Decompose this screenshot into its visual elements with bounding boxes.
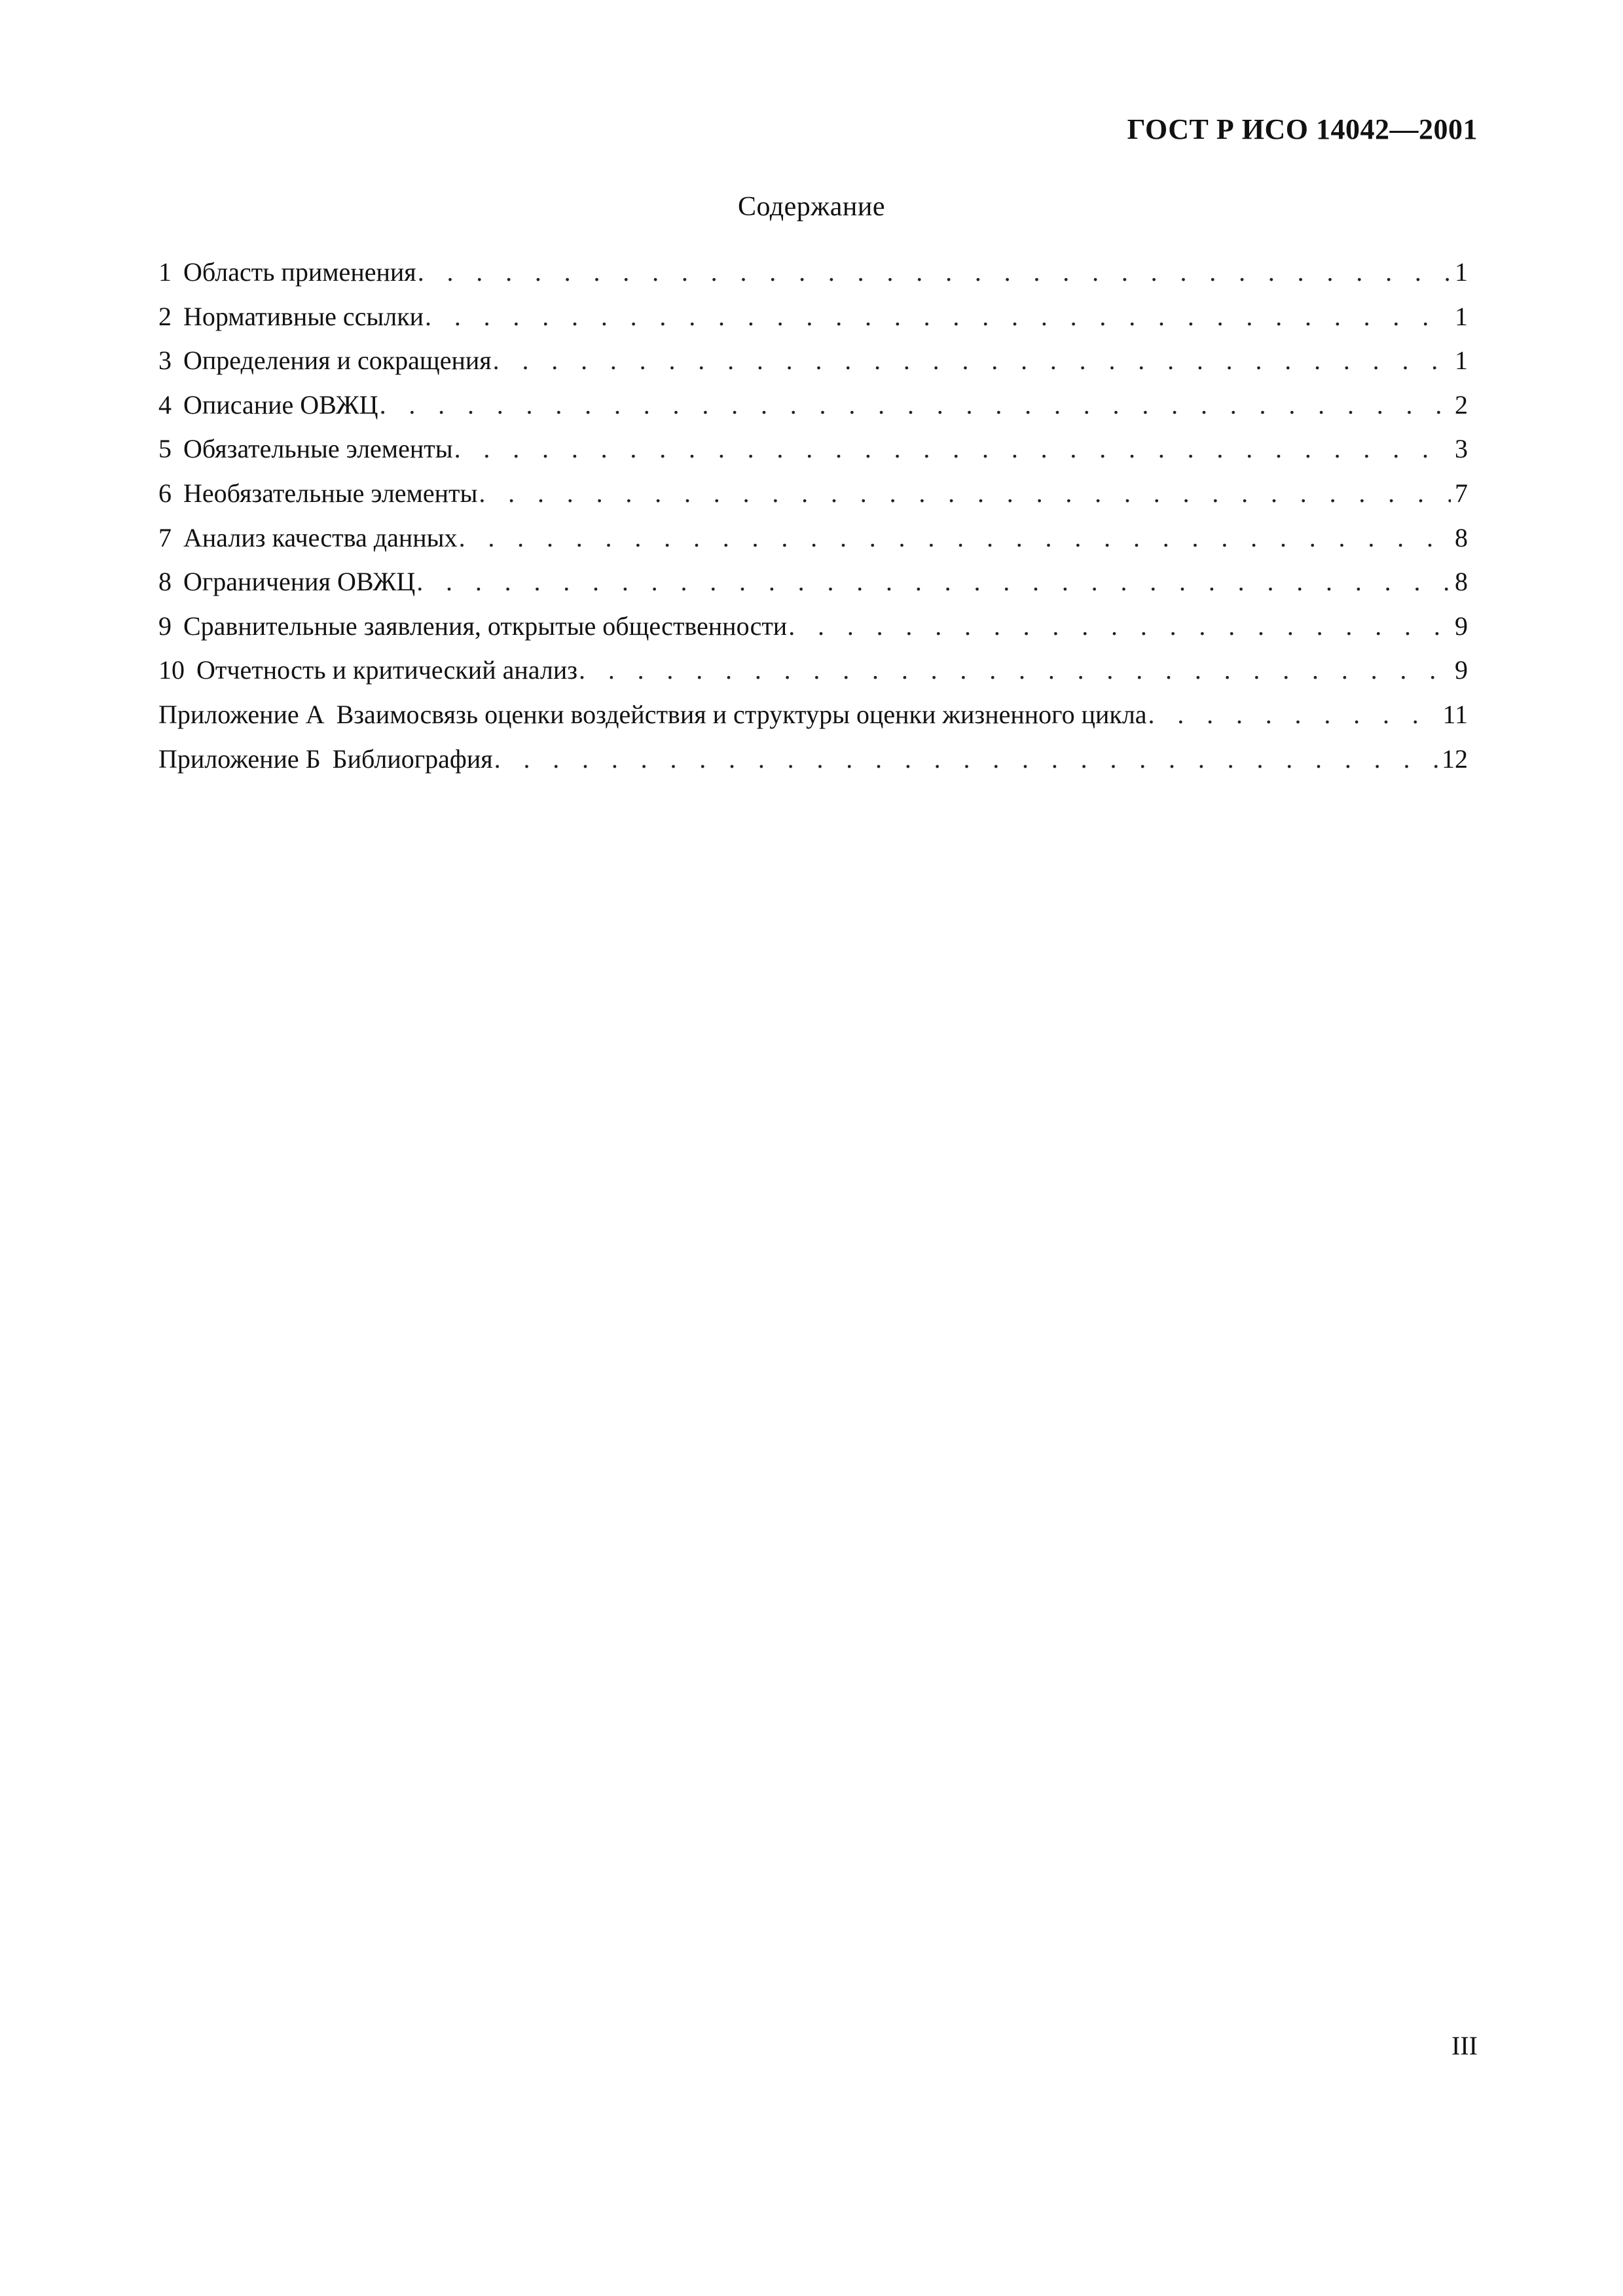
toc-entry-number: 6 (158, 478, 172, 508)
toc-entry-label (158, 345, 492, 376)
toc-entry-page: 8 (1455, 522, 1468, 552)
toc-entry-title: Сравнительные заявления, открытые общественности (183, 611, 788, 641)
toc-entry-title: Библиография (332, 744, 493, 774)
toc-entry[interactable] (158, 699, 1468, 744)
toc-entry-number: 8 (158, 567, 172, 597)
toc-entry-page: 2 (1455, 389, 1468, 420)
toc-entry[interactable] (158, 522, 1468, 567)
toc-entry-label (158, 522, 458, 553)
toc-dot-leader (459, 522, 1451, 553)
toc-entry-label (158, 611, 787, 641)
table-of-contents (158, 257, 1468, 787)
toc-entry-title: Ограничения ОВЖЦ (183, 567, 416, 597)
toc-entry[interactable] (158, 744, 1468, 788)
toc-entry-title: Отчетность и критический анализ (196, 655, 578, 685)
toc-entry-label (158, 389, 378, 420)
toc-entry[interactable] (158, 611, 1468, 655)
toc-entry-number: 3 (158, 346, 172, 376)
toc-entry-number: 7 (158, 522, 172, 552)
toc-dot-leader (418, 257, 1451, 287)
toc-title: Содержание (737, 192, 886, 222)
toc-dot-leader (479, 478, 1451, 509)
toc-entry-title: Анализ качества данных (183, 522, 458, 552)
toc-entry-page: 9 (1455, 611, 1468, 641)
toc-dot-leader (788, 611, 1451, 641)
toc-entry-number: 2 (158, 301, 172, 331)
toc-entry-page: 9 (1455, 655, 1468, 685)
toc-entry-number: 10 (158, 655, 185, 685)
toc-dot-leader (416, 566, 1451, 597)
toc-entry-number: 9 (158, 611, 172, 641)
toc-entry-number: 1 (158, 257, 172, 287)
toc-entry-title: Необязательные элементы (183, 478, 478, 508)
toc-entry-page: 1 (1455, 257, 1468, 287)
toc-dot-leader (493, 345, 1451, 376)
toc-dot-leader (454, 433, 1451, 464)
toc-entry-number: 4 (158, 389, 172, 420)
toc-entry-title: Описание ОВЖЦ (183, 389, 378, 420)
document-header: ГОСТ Р ИСО 14042—2001 (1127, 113, 1478, 145)
toc-entry-page: 1 (1455, 346, 1468, 376)
toc-dot-leader (494, 744, 1438, 774)
toc-entry-page: 1 (1455, 301, 1468, 331)
toc-entry-label (158, 301, 424, 332)
toc-entry-label (158, 478, 477, 509)
toc-dot-leader (425, 301, 1451, 332)
toc-entry-label (158, 566, 415, 597)
toc-dot-leader (1148, 699, 1439, 730)
toc-entry[interactable] (158, 345, 1468, 389)
toc-entry-label (158, 257, 416, 287)
toc-entry-title: Нормативные ссылки (183, 301, 424, 331)
toc-entry-label (158, 699, 1147, 730)
toc-entry-title: Область применения (183, 257, 416, 287)
toc-entry-label (158, 655, 577, 685)
toc-entry-title: Определения и сокращения (183, 346, 492, 376)
toc-entry[interactable] (158, 433, 1468, 478)
page-number: III (1451, 2031, 1478, 2060)
toc-entry[interactable] (158, 301, 1468, 346)
toc-entry-number: 5 (158, 434, 172, 464)
toc-entry-title: Обязательные элементы (183, 434, 453, 464)
toc-entry-page: 11 (1442, 699, 1468, 729)
toc-entry[interactable] (158, 566, 1468, 611)
toc-entry-label (158, 433, 453, 464)
toc-entry-number: Приложение А (158, 699, 325, 729)
toc-entry[interactable] (158, 478, 1468, 522)
toc-dot-leader (579, 655, 1451, 685)
toc-entry[interactable] (158, 389, 1468, 434)
toc-entry-number: Приложение Б (158, 744, 321, 774)
toc-entry-page: 8 (1455, 567, 1468, 597)
toc-entry-page: 3 (1455, 434, 1468, 464)
toc-entry-page: 12 (1442, 744, 1468, 774)
toc-entry[interactable] (158, 257, 1468, 301)
toc-entry[interactable] (158, 655, 1468, 699)
toc-entry-title: Взаимосвязь оценки воздействия и структуры оценки жизненного цикла (336, 699, 1147, 729)
toc-entry-page: 7 (1455, 478, 1468, 508)
toc-entry-label (158, 744, 493, 774)
toc-dot-leader (380, 389, 1451, 420)
